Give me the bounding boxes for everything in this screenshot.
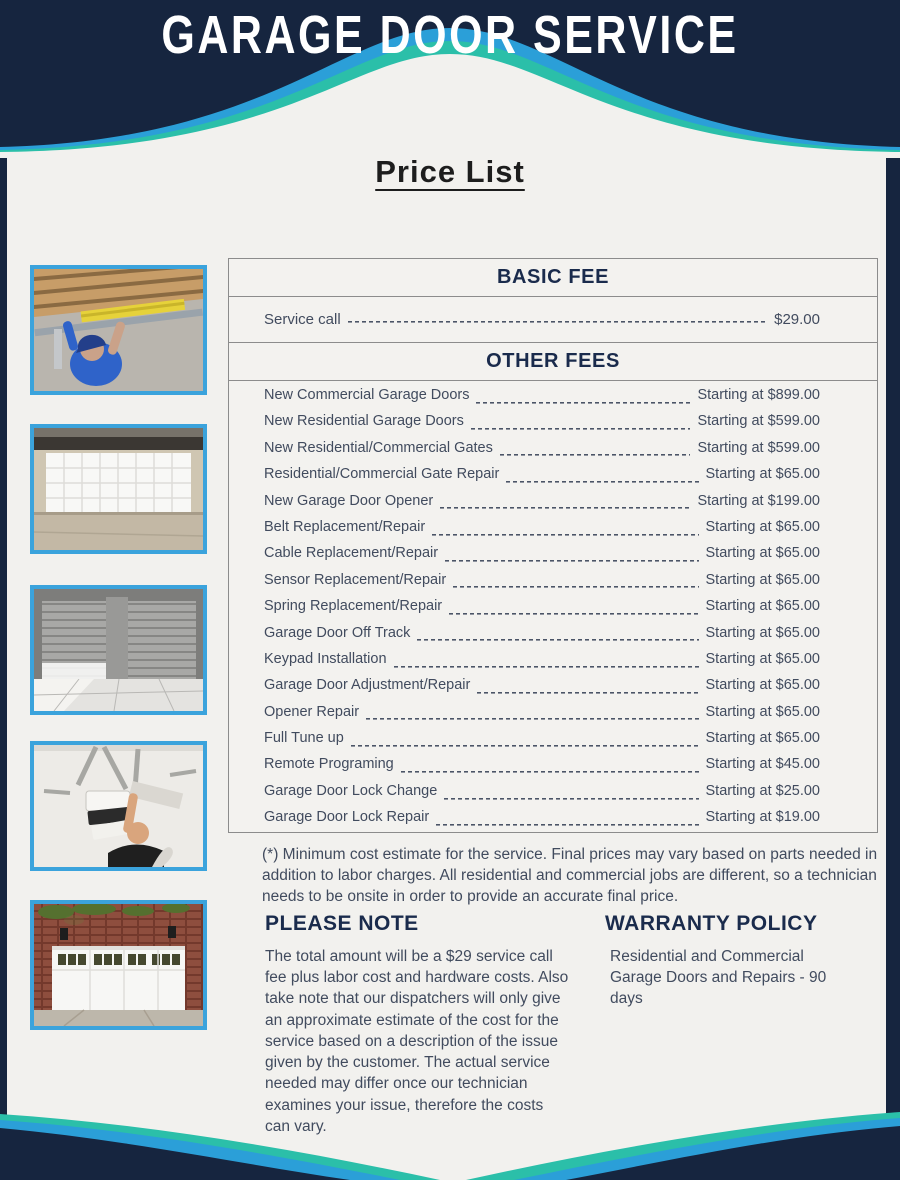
- fee-label: Opener Repair: [264, 703, 360, 720]
- fee-leader-dashes: [471, 421, 691, 433]
- photo-opener-install: [30, 741, 207, 871]
- fee-row: [264, 493, 820, 519]
- fee-label: Service call: [264, 311, 341, 328]
- fee-label: Sensor Replacement/Repair: [264, 571, 447, 588]
- photo-ceiling-track-install: [30, 265, 207, 395]
- fee-row: [264, 466, 820, 492]
- fee-price: Starting at $65.00: [705, 571, 820, 588]
- fee-price: Starting at $199.00: [697, 492, 820, 509]
- fee-leader-dashes: [453, 579, 698, 591]
- fee-label: Residential/Commercial Gate Repair: [264, 466, 500, 483]
- fee-leader-dashes: [445, 553, 698, 565]
- fee-label: New Commercial Garage Doors: [264, 387, 470, 403]
- fee-row: [264, 413, 820, 439]
- fee-row: [264, 545, 820, 571]
- fee-row: [264, 677, 820, 703]
- fee-price: Starting at $45.00: [705, 756, 820, 773]
- basic-fee-list: [229, 297, 877, 343]
- fee-row: [264, 756, 820, 782]
- fee-label: Garage Door Lock Repair: [264, 809, 430, 826]
- fee-leader-dashes: [500, 447, 691, 459]
- fee-leader-dashes: [432, 526, 698, 538]
- fee-price: Starting at $65.00: [705, 545, 820, 562]
- fee-price: Starting at $65.00: [705, 466, 820, 483]
- fee-label: Spring Replacement/Repair: [264, 598, 443, 615]
- ceiling-track-install-image: [34, 269, 203, 391]
- fee-label: Garage Door Lock Change: [264, 782, 438, 799]
- fee-price: Starting at $65.00: [705, 518, 820, 535]
- please-note-heading: PLEASE NOTE: [265, 912, 419, 935]
- fee-row: [264, 783, 820, 809]
- warranty-policy-body: Residential and Commercial Garage Doors and Repairs - 90 days: [610, 948, 827, 1008]
- fee-leader-dashes: [394, 658, 699, 670]
- photo-white-garage-door: [30, 424, 207, 554]
- fee-leader-dashes: [436, 816, 698, 828]
- fee-label: Garage Door Off Track: [264, 624, 411, 641]
- fee-price: Starting at $65.00: [705, 650, 820, 667]
- roller-doors-image: [34, 589, 203, 711]
- banner-title: GARAGE DOOR SERVICE: [161, 6, 739, 66]
- fee-price: Starting at $25.00: [705, 782, 820, 799]
- fee-row: [264, 704, 820, 730]
- fee-row: [264, 625, 820, 651]
- fee-label: New Residential Garage Doors: [264, 413, 464, 430]
- fee-row: [264, 730, 820, 756]
- fee-price: Starting at $65.00: [705, 624, 820, 641]
- fee-leader-dashes: [444, 790, 698, 802]
- fee-label: Garage Door Adjustment/Repair: [264, 677, 471, 694]
- fee-leader-dashes: [477, 684, 698, 696]
- fee-price: Starting at $599.00: [697, 439, 820, 456]
- fee-price: Starting at $599.00: [697, 413, 820, 430]
- fee-label: New Garage Door Opener: [264, 492, 434, 509]
- fee-price: $29.00: [774, 311, 820, 328]
- white-garage-door-image: [34, 428, 203, 550]
- fee-row: [264, 311, 820, 328]
- please-note-body: The total amount will be a $29 service call fee plus labor cost and hardware costs. Also take note that our dispatchers will only give an approximate estimate of the cost for the service based on a description of the issue given by the customer. The actual service needed may differ once our technician examines your issue, therefore the costs can vary.: [265, 948, 569, 1135]
- basic-fee-heading: BASIC FEE: [229, 259, 877, 297]
- fee-row: [264, 651, 820, 677]
- opener-install-image: [34, 745, 203, 867]
- fee-label: Remote Programing: [264, 756, 394, 773]
- fee-price: Starting at $65.00: [705, 703, 820, 720]
- fee-price: Starting at $899.00: [697, 387, 820, 403]
- fee-row: [264, 809, 820, 835]
- fee-price: Starting at $19.00: [705, 809, 820, 826]
- fee-price: Starting at $65.00: [705, 598, 820, 615]
- other-fees-list: [229, 381, 877, 836]
- header-banner: [0, 0, 900, 158]
- photo-brick-home-door: [30, 900, 207, 1030]
- fee-leader-dashes: [476, 394, 690, 406]
- brick-home-door-image: [34, 904, 203, 1026]
- photo-roller-doors: [30, 585, 207, 715]
- fee-row: [264, 598, 820, 624]
- price-list-heading: Price List: [375, 154, 525, 189]
- fee-price: Starting at $65.00: [705, 730, 820, 747]
- fee-price: Starting at $65.00: [705, 677, 820, 694]
- fee-label: Full Tune up: [264, 730, 344, 747]
- fee-label: New Residential/Commercial Gates: [264, 439, 493, 456]
- fee-leader-dashes: [440, 500, 690, 512]
- fee-leader-dashes: [449, 605, 698, 617]
- fee-leader-dashes: [506, 473, 698, 485]
- fee-leader-dashes: [348, 314, 767, 326]
- warranty-policy-heading: WARRANTY POLICY: [605, 912, 818, 935]
- fee-leader-dashes: [401, 764, 699, 776]
- fee-leader-dashes: [351, 737, 699, 749]
- price-table: [228, 258, 878, 833]
- fee-label: Cable Replacement/Repair: [264, 545, 439, 562]
- footnote-text: (*) Minimum cost estimate for the service. Final prices may vary based on parts needed in addition to labor charges. All residential and commercial jobs are different, so a technician needs to be onsite in order to provide an accurate final price.: [262, 846, 878, 906]
- fee-leader-dashes: [366, 711, 698, 723]
- fee-leader-dashes: [417, 632, 698, 644]
- other-fees-heading: OTHER FEES: [229, 343, 877, 381]
- fee-row: [264, 387, 820, 413]
- fee-row: [264, 572, 820, 598]
- fee-label: Keypad Installation: [264, 650, 387, 667]
- fee-row: [264, 519, 820, 545]
- fee-label: Belt Replacement/Repair: [264, 518, 426, 535]
- fee-row: [264, 440, 820, 466]
